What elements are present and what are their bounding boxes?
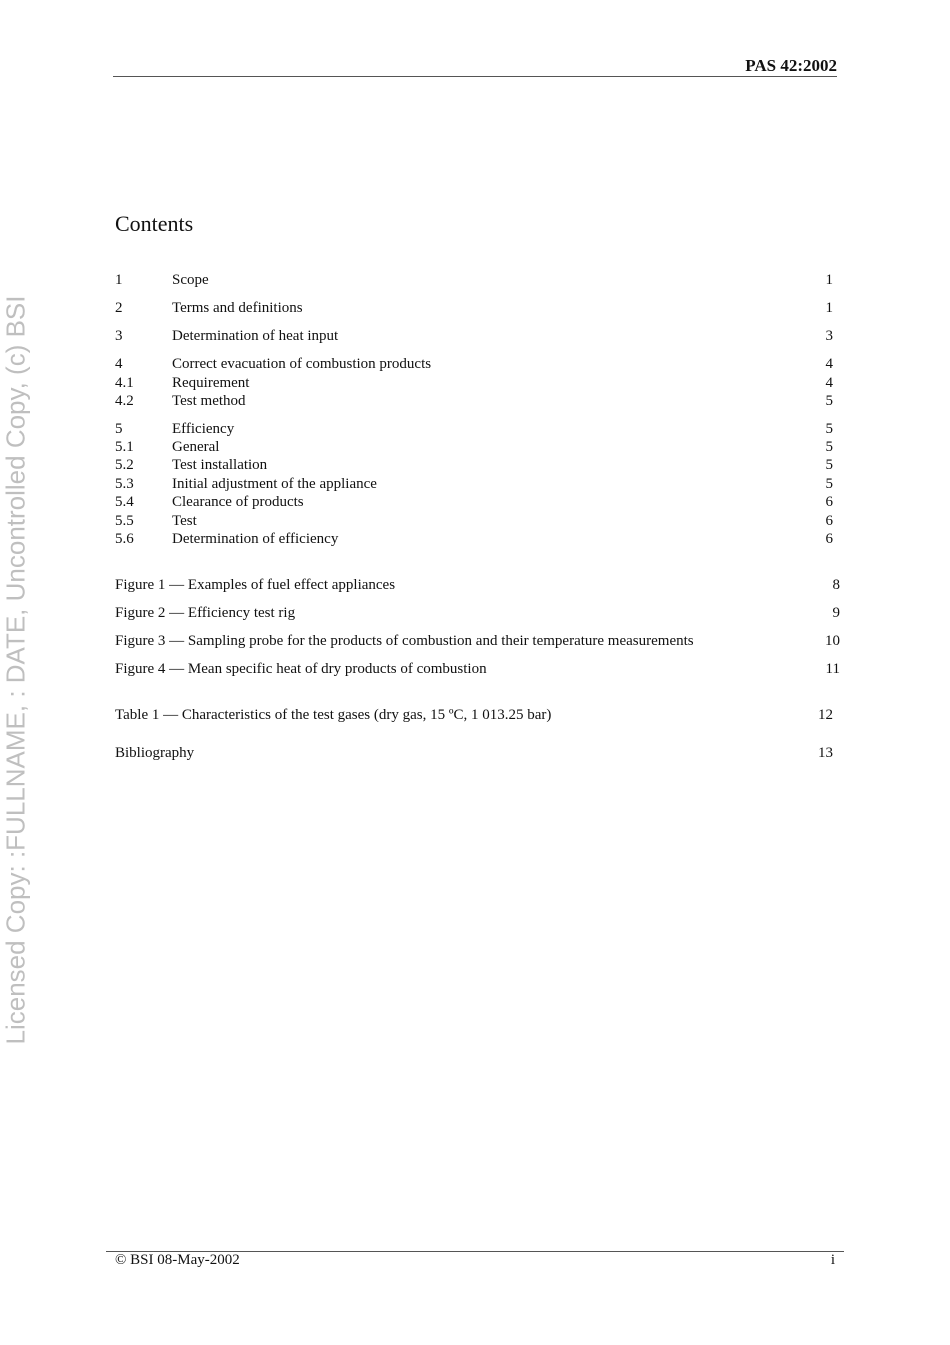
footer-copyright: © BSI 08-May-2002 — [115, 1252, 240, 1268]
toc-page: 5 — [825, 393, 833, 409]
table-page: 12 — [818, 707, 833, 723]
toc-entry-4[interactable] — [115, 355, 833, 373]
figure-page: 11 — [825, 661, 840, 677]
toc-page: 1 — [825, 300, 833, 316]
toc-number: 3 — [115, 328, 123, 344]
toc-page: 3 — [825, 328, 833, 344]
table-entry-1[interactable] — [115, 706, 833, 724]
toc-entry-5-3[interactable] — [115, 475, 833, 493]
figure-page: 10 — [825, 633, 840, 649]
page-title: Contents — [115, 211, 194, 236]
toc-entry-5-2[interactable] — [115, 456, 833, 474]
toc-label: Correct evacuation of combustion products — [172, 356, 432, 372]
toc-label: Clearance of products — [172, 494, 304, 510]
figure-label: Figure 3 — Sampling probe for the products of combustion and their temperature measurements — [115, 633, 694, 649]
header-doc-id: PAS 42:2002 — [745, 56, 837, 75]
figure-entry-3[interactable] — [115, 632, 840, 650]
table-label: Table 1 — Characteristics of the test gases (dry gas, 15 ºC, 1 013.25 bar) — [115, 707, 552, 723]
toc-entry-5-6[interactable] — [115, 530, 833, 548]
toc-label: Test — [172, 513, 197, 529]
toc-page: 5 — [825, 476, 833, 492]
toc-entry-5-1[interactable] — [115, 438, 833, 456]
toc-page: 4 — [825, 356, 833, 372]
toc-label: Requirement — [172, 375, 250, 391]
figure-label: Figure 1 — Examples of fuel effect appliances — [115, 577, 396, 593]
figure-entry-2[interactable] — [115, 604, 840, 622]
toc-label: General — [172, 439, 220, 455]
toc-entry-1[interactable] — [115, 271, 833, 289]
figure-page: 9 — [832, 605, 840, 621]
toc-label: Test installation — [172, 457, 268, 473]
toc-label: Test method — [172, 393, 246, 409]
footer-page-number: i — [830, 1252, 835, 1268]
toc-number: 5.3 — [115, 476, 134, 492]
toc-page: 6 — [825, 494, 833, 510]
toc-entry-4-1[interactable] — [115, 374, 833, 392]
toc-entry-3[interactable] — [115, 327, 833, 345]
toc-page: 5 — [825, 421, 833, 437]
toc-entry-4-2[interactable] — [115, 392, 833, 410]
toc-page: 6 — [825, 513, 833, 529]
toc-page: 5 — [825, 439, 833, 455]
toc-number: 4.2 — [115, 393, 134, 409]
watermark-text: Licensed Copy: :FULLNAME, : DATE, Uncontrolled Copy, (c) BSI — [0, 295, 31, 1045]
toc-page: 1 — [825, 272, 833, 288]
toc-number: 4 — [115, 356, 123, 372]
toc-number: 5.2 — [115, 457, 134, 473]
toc-number: 5 — [115, 421, 123, 437]
toc-number: 1 — [115, 272, 123, 288]
toc-number: 4.1 — [115, 375, 134, 391]
toc-number: 5.1 — [115, 439, 134, 455]
toc-entry-5-5[interactable] — [115, 512, 833, 530]
toc-entry-5-4[interactable] — [115, 493, 833, 511]
toc-number: 2 — [115, 300, 123, 316]
toc-page: 5 — [825, 457, 833, 473]
toc-label: Terms and definitions — [172, 300, 303, 316]
figure-label: Figure 2 — Efficiency test rig — [115, 605, 296, 621]
figure-label: Figure 4 — Mean specific heat of dry products of combustion — [115, 661, 487, 677]
header-rule — [113, 76, 837, 77]
figure-entry-1[interactable] — [115, 576, 840, 594]
toc-page: 6 — [825, 531, 833, 547]
toc-label: Initial adjustment of the appliance — [172, 476, 377, 492]
figure-page: 8 — [832, 577, 840, 593]
figure-entry-4[interactable] — [115, 660, 840, 678]
bibliography-label: Bibliography — [115, 745, 195, 761]
toc-number: 5.5 — [115, 513, 134, 529]
toc-entry-5[interactable] — [115, 420, 833, 438]
toc-number: 5.4 — [115, 494, 134, 510]
toc-label: Determination of efficiency — [172, 531, 339, 547]
toc-page: 4 — [825, 375, 833, 391]
toc-label: Scope — [172, 272, 209, 288]
bibliography-page: 13 — [818, 745, 833, 761]
toc-number: 5.6 — [115, 531, 134, 547]
toc-label: Efficiency — [172, 421, 235, 437]
toc-label: Determination of heat input — [172, 328, 339, 344]
bibliography-entry[interactable] — [115, 744, 833, 762]
toc-entry-2[interactable] — [115, 299, 833, 317]
